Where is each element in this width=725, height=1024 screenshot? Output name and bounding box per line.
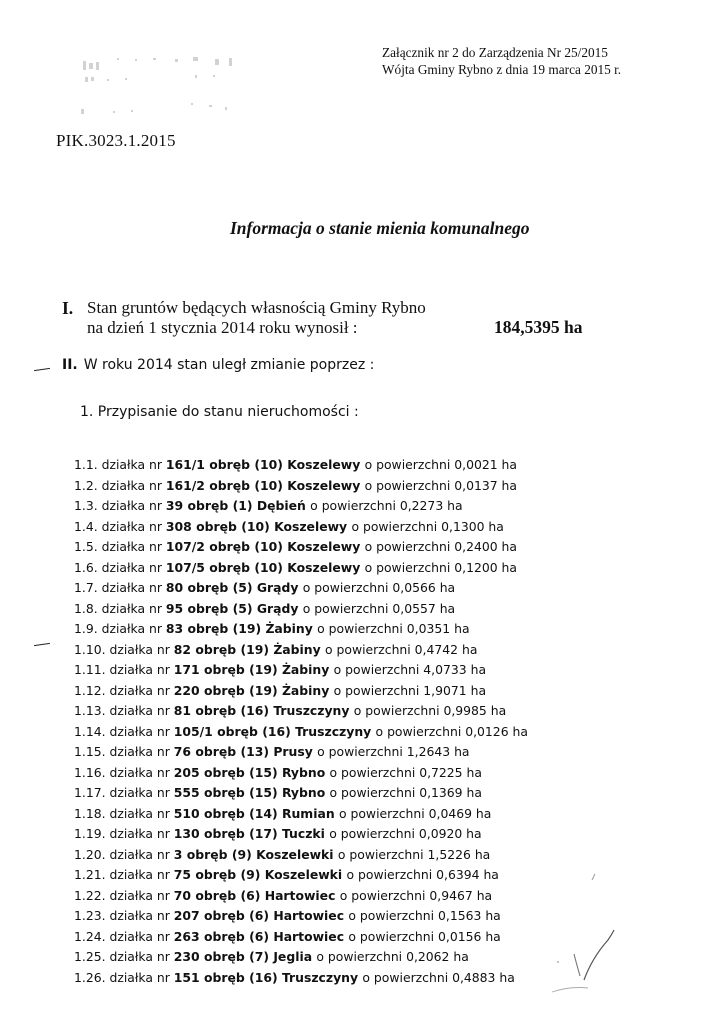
list-item [74, 578, 528, 599]
area-prefix: o powierzchni [338, 805, 429, 821]
district-name: (5) Grądy [232, 580, 303, 595]
plot-list [74, 455, 528, 988]
plot-prefix: działka nr [101, 518, 166, 534]
item-number: 1.3. [74, 498, 102, 513]
area-prefix: o powierzchni [317, 621, 407, 636]
district-prefix: obręb [209, 457, 255, 472]
item-number: 1.7. [74, 580, 102, 595]
district-name: (16) Truszczyny [262, 723, 376, 739]
subsection1-heading: 1. Przypisanie do stanu nieruchomości : [80, 404, 359, 420]
plot-number: 161/1 [165, 457, 210, 472]
plot-number: 220 [173, 682, 204, 698]
district-name: (14) Rumian [249, 805, 339, 821]
plot-prefix: działka nr [109, 764, 174, 780]
attachment-note [382, 44, 621, 78]
area-value: 0,7225 ha [419, 764, 482, 780]
list-item [74, 660, 528, 681]
item-number: 1.4. [74, 518, 102, 534]
item-number: 1.16. [74, 764, 110, 780]
item-number: 1.18. [74, 805, 110, 821]
district-name: (7) Jeglia [249, 949, 317, 964]
district-name: (6) Hartowiec [249, 928, 349, 944]
plot-prefix: działka nr [109, 867, 174, 882]
plot-prefix: działka nr [101, 457, 166, 472]
plot-number: 205 [173, 764, 204, 780]
district-prefix: obręb [196, 518, 242, 534]
plot-prefix: działka nr [109, 887, 174, 903]
district-prefix: obręb [209, 559, 255, 575]
district-prefix: obręb [187, 580, 233, 595]
plot-prefix: działka nr [109, 805, 174, 821]
plot-number: 510 [173, 805, 204, 821]
district-name: (15) Rybno [249, 785, 330, 800]
district-name: (16) Truszczyny [240, 703, 354, 718]
list-item [74, 619, 528, 640]
plot-prefix: działka nr [101, 559, 166, 575]
list-item [74, 558, 528, 579]
plot-prefix: działka nr [109, 682, 174, 698]
district-name: (19) Żabiny [240, 641, 325, 657]
item-number: 1.15. [74, 744, 110, 759]
area-value: 1,2643 ha [406, 744, 470, 759]
district-prefix: obręb [203, 826, 250, 841]
list-item [74, 455, 528, 476]
plot-number: 82 [173, 641, 196, 657]
district-prefix: obręb [203, 969, 250, 985]
item-number: 1.23. [74, 908, 110, 923]
plot-number: 39 [165, 498, 188, 513]
district-prefix: obręb [203, 908, 250, 923]
district-name: (1) Dębień [232, 498, 311, 513]
item-number: 1.24. [74, 928, 110, 944]
plot-prefix: działka nr [109, 723, 174, 739]
district-prefix: obręb [195, 703, 241, 718]
area-value: 0,0557 ha [392, 600, 456, 616]
area-value: 0,2400 ha [454, 539, 518, 554]
district-name: (19) Żabiny [232, 621, 318, 636]
plot-prefix: działka nr [109, 969, 174, 985]
item-number: 1.13. [74, 703, 110, 718]
item-number: 1.26. [74, 969, 110, 985]
area-prefix: o powierzchni [364, 539, 455, 554]
item-number: 1.25. [74, 949, 110, 964]
district-prefix: obręb [187, 621, 233, 636]
district-name: (10) Koszelewy [254, 559, 365, 575]
area-prefix: o powierzchni [353, 703, 444, 718]
area-prefix: o powierzchni [325, 641, 415, 657]
plot-number: 308 [165, 518, 197, 534]
plot-number: 3 [173, 846, 187, 862]
section2-text: W roku 2014 stan uległ zmianie poprzez : [83, 357, 375, 373]
list-item [74, 496, 528, 517]
item-number: 1.12. [74, 682, 110, 698]
area-value: 0,1200 ha [454, 559, 518, 575]
plot-number: 81 [173, 703, 196, 718]
district-prefix: obręb [203, 805, 250, 821]
district-name: (10) Koszelewy [254, 539, 365, 554]
plot-number: 151 [173, 969, 204, 985]
list-item [74, 640, 528, 661]
district-name: (10) Koszelewy [254, 457, 365, 472]
area-value: 0,4742 ha [414, 641, 478, 657]
plot-number: 263 [173, 928, 204, 944]
area-value: 0,1369 ha [419, 785, 482, 800]
area-prefix: o powierzchni [362, 969, 453, 985]
area-value: 0,0021 ha [454, 457, 518, 472]
item-number: 1.11. [74, 662, 110, 677]
district-name: (6) Hartowiec [249, 908, 349, 923]
district-prefix: obręb [209, 477, 255, 493]
district-prefix: obręb [195, 744, 241, 759]
plot-number: 95 [165, 600, 188, 616]
plot-number: 207 [173, 908, 204, 923]
list-item [74, 722, 528, 743]
area-value: 0,1563 ha [438, 908, 501, 923]
section1-line2: na dzień 1 stycznia 2014 roku wynosił : [87, 318, 358, 337]
district-prefix: obręb [186, 846, 232, 862]
area-prefix: o powierzchni [329, 764, 420, 780]
area-value: 0,2273 ha [399, 498, 463, 513]
plot-prefix: działka nr [109, 949, 174, 964]
area-value: 0,1300 ha [441, 518, 504, 534]
item-number: 1.22. [74, 887, 110, 903]
plot-number: 107/2 [165, 539, 210, 554]
plot-number: 230 [173, 949, 204, 964]
list-item [74, 968, 528, 989]
district-name: (16) Truszczyny [249, 969, 363, 985]
area-value: 0,0566 ha [392, 580, 456, 595]
district-prefix: obręb [195, 867, 241, 882]
area-prefix: o powierzchni [333, 662, 424, 677]
area-value: 1,9071 ha [423, 682, 487, 698]
item-number: 1.9. [74, 621, 102, 636]
plot-number: 105/1 [173, 723, 218, 739]
plot-prefix: działka nr [109, 641, 174, 657]
plot-number: 75 [173, 867, 196, 882]
item-number: 1.5. [74, 539, 102, 554]
list-item [74, 681, 528, 702]
list-item [74, 783, 528, 804]
item-number: 1.8. [74, 600, 102, 616]
list-item [74, 701, 528, 722]
plot-number: 171 [173, 662, 204, 677]
area-value: 0,9985 ha [443, 703, 507, 718]
plot-prefix: działka nr [101, 498, 166, 513]
district-prefix: obręb [187, 600, 233, 616]
plot-prefix: działka nr [109, 703, 174, 718]
district-name: (13) Prusy [240, 744, 318, 759]
section1-line1: Stan gruntów będących własnością Gminy Rybno [87, 298, 426, 317]
area-prefix: o powierzchni [302, 600, 393, 616]
area-value: 0,0469 ha [428, 805, 492, 821]
area-prefix: o powierzchni [346, 867, 437, 882]
plot-prefix: działka nr [101, 539, 166, 554]
stamp-graphic [65, 55, 255, 123]
district-name: (17) Tuczki [249, 826, 330, 841]
area-prefix: o powierzchni [364, 559, 455, 575]
plot-prefix: działka nr [109, 846, 174, 862]
plot-number: 80 [165, 580, 188, 595]
plot-prefix: działka nr [101, 477, 166, 493]
list-item [74, 537, 528, 558]
district-name: (6) Hartowiec [240, 887, 340, 903]
area-prefix: o powierzchni [329, 785, 420, 800]
area-value: 1,5226 ha [427, 846, 491, 862]
district-name: (19) Żabiny [249, 662, 334, 677]
item-number: 1.20. [74, 846, 110, 862]
list-item [74, 476, 528, 497]
attachment-note-line1: Załącznik nr 2 do Zarządzenia Nr 25/2015 [382, 45, 608, 60]
area-value: 0,4883 ha [452, 969, 515, 985]
plot-prefix: działka nr [109, 826, 174, 841]
area-value: 0,6394 ha [436, 867, 499, 882]
area-prefix: o powierzchni [302, 580, 393, 595]
handwritten-mark [540, 868, 640, 998]
area-prefix: o powierzchni [348, 908, 439, 923]
area-value: 0,0351 ha [406, 621, 470, 636]
area-prefix: o powierzchni [337, 846, 428, 862]
plot-number: 70 [173, 887, 196, 903]
area-prefix: o powierzchni [333, 682, 424, 698]
area-value: 0,2062 ha [406, 949, 469, 964]
plot-number: 555 [173, 785, 204, 800]
plot-number: 130 [173, 826, 204, 841]
district-prefix: obręb [203, 928, 250, 944]
area-value: 0,9467 ha [429, 887, 493, 903]
district-name: (9) Koszelewki [240, 867, 347, 882]
section2-number: II. [62, 357, 78, 373]
area-prefix: o powierzchni [329, 826, 419, 841]
plot-number: 161/2 [165, 477, 210, 493]
item-number: 1.6. [74, 559, 102, 575]
plot-prefix: działka nr [109, 908, 174, 923]
area-value: 4,0733 ha [423, 662, 487, 677]
margin-dash-mark [34, 368, 50, 371]
plot-prefix: działka nr [109, 744, 174, 759]
district-prefix: obręb [203, 662, 250, 677]
item-number: 1.10. [74, 641, 110, 657]
section1-total-area: 184,5395 ha [494, 317, 583, 337]
area-value: 0,0137 ha [454, 477, 518, 493]
district-name: (5) Grądy [232, 600, 303, 616]
area-prefix: o powierzchni [364, 457, 455, 472]
list-item [74, 804, 528, 825]
plot-prefix: działka nr [101, 600, 166, 616]
list-item [74, 763, 528, 784]
district-prefix: obręb [209, 539, 255, 554]
district-name: (10) Koszelewy [254, 477, 365, 493]
list-item [74, 599, 528, 620]
district-name: (15) Rybno [249, 764, 330, 780]
item-number: 1.21. [74, 867, 110, 882]
plot-prefix: działka nr [109, 785, 174, 800]
list-item [74, 927, 528, 948]
district-prefix: obręb [203, 785, 250, 800]
area-prefix: o powierzchni [316, 949, 407, 964]
district-prefix: obręb [195, 887, 241, 903]
district-prefix: obręb [217, 723, 263, 739]
attachment-note-line2: Wójta Gminy Rybno z dnia 19 marca 2015 r. [382, 62, 622, 77]
list-item [74, 886, 528, 907]
list-item [74, 865, 528, 886]
area-prefix: o powierzchni [317, 744, 407, 759]
list-item [74, 824, 528, 845]
plot-prefix: działka nr [101, 580, 166, 595]
area-prefix: o powierzchni [339, 887, 430, 903]
document-reference: PIK.3023.1.2015 [56, 131, 176, 150]
area-prefix: o powierzchni [310, 498, 400, 513]
district-prefix: obręb [187, 498, 233, 513]
area-value: 0,0156 ha [438, 928, 501, 944]
item-number: 1.2. [74, 477, 102, 493]
page-title: Informacja o stanie mienia komunalnego [230, 218, 530, 238]
plot-prefix: działka nr [109, 662, 174, 677]
district-prefix: obręb [203, 682, 250, 698]
district-name: (19) Żabiny [249, 682, 334, 698]
list-item [74, 845, 528, 866]
faded-stamp [56, 42, 246, 110]
area-value: 0,0920 ha [418, 826, 482, 841]
plot-number: 76 [173, 744, 196, 759]
district-name: (10) Koszelewy [241, 518, 352, 534]
district-prefix: obręb [203, 764, 250, 780]
plot-number: 83 [165, 621, 188, 636]
margin-dash-mark [34, 643, 50, 646]
list-item [74, 906, 528, 927]
item-number: 1.17. [74, 785, 110, 800]
section2-heading [62, 357, 374, 373]
area-prefix: o powierzchni [351, 518, 442, 534]
plot-prefix: działka nr [101, 621, 166, 636]
item-number: 1.14. [74, 723, 110, 739]
list-item [74, 517, 528, 538]
section1-number: I. [62, 298, 74, 318]
item-number: 1.1. [74, 457, 102, 472]
district-prefix: obręb [195, 641, 241, 657]
item-number: 1.19. [74, 826, 110, 841]
plot-prefix: działka nr [109, 928, 174, 944]
district-name: (9) Koszelewki [231, 846, 338, 862]
area-prefix: o powierzchni [375, 723, 466, 739]
district-prefix: obręb [203, 949, 250, 964]
plot-number: 107/5 [165, 559, 210, 575]
area-prefix: o powierzchni [364, 477, 455, 493]
list-item [74, 742, 528, 763]
list-item [74, 947, 528, 968]
area-prefix: o powierzchni [348, 928, 439, 944]
area-value: 0,0126 ha [465, 723, 528, 739]
